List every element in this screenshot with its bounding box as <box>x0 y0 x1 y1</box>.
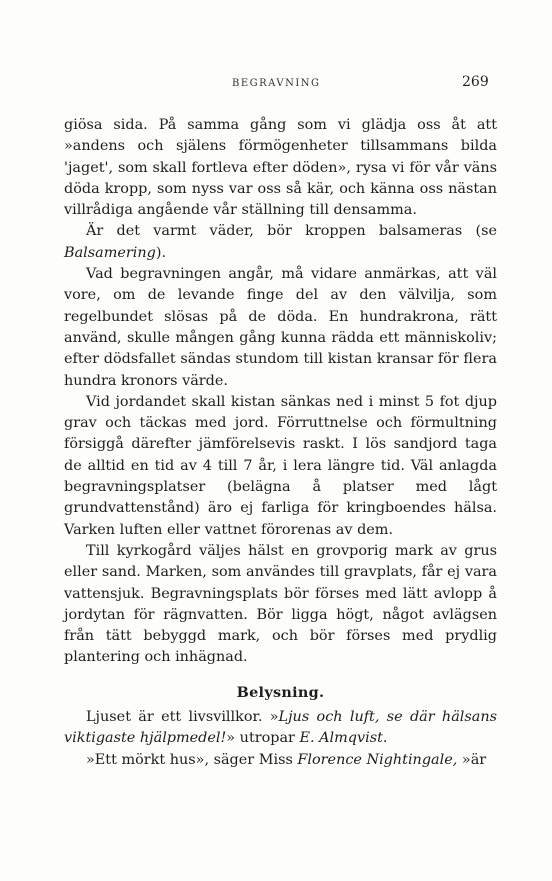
paragraph-ljuset <box>64 707 497 750</box>
page-number: 269 <box>462 74 489 90</box>
quotation: Ljus och luft, se där hälsans viktigaste hjälpmedel! <box>64 709 498 747</box>
paragraph-nightingale <box>64 750 497 771</box>
cross-reference: Balsamering <box>64 244 156 261</box>
paragraph-text: Är det varmt väder, bör kroppen balsameras (se <box>86 223 497 240</box>
paragraph-balsamering <box>64 221 497 264</box>
paragraph-continuation <box>64 115 497 221</box>
paragraph-jordandet <box>64 392 497 541</box>
paragraph-text: Vid jordandet skall kistan sänkas ned i minst 5 fot djup grav och täckas med jord. Förruttnelse och förmultning försiggå därefter jämförelsevis raskt. I lös sandjord taga de alltid en tid av 4 till 7 år, i lera längre tid. Väl anlagda begravningsplatser (belägna å platser med lågt grundvattenstånd) äro ej farliga för kringboendes hälsa. Varken luften eller vattnet förorenas av dem. <box>64 393 497 538</box>
author-name: Florence Nightingale, <box>297 751 458 768</box>
paragraph-text: »är <box>457 751 487 768</box>
paragraph-text: giösa sida. På samma gång som vi glädja oss åt att »andens och själens förmögenheter tillsammans bilda 'jaget', som skall fortleva efter döden», rysa vi för vår väns döda kropp, som nyss var oss så kär, och känna oss nästan villrådiga angående vår ställning till densamma. <box>64 117 497 219</box>
running-title: BEGRAVNING <box>232 78 321 89</box>
paragraph-text: Vad begravningen angår, må vidare anmärkas, att väl vore, om de levande finge del av den välvilja, som regelbundet slösas på de döda. En hundrakrona, rätt använd, skulle mången gång kunna rädda ett människoliv; efter dödsfallet sändas stundom till kistan kransar för flera hundra kronors värde. <box>64 266 497 389</box>
paragraph-text: Ljuset är ett livsvillkor. » <box>86 709 279 726</box>
paragraph-text: »Ett mörkt hus», säger Miss <box>86 751 298 768</box>
paragraph-kyrkogard <box>64 541 497 669</box>
paragraph-begravning <box>64 264 497 392</box>
paragraph-text: Till kyrkogård väljes hälst en grovporig mark av grus eller sand. Marken, som användes till gravplats, får ej vara vattensjuk. Begravningsplats bör förses med lätt avlopp å jordytan för rägnvatten. Bör ligga högt, något avlägsen från tätt bebyggd mark, och bör förses med prydlig plantering och inhägnad. <box>64 542 497 666</box>
author-name: E. Almqvist. <box>299 730 388 747</box>
body-text <box>64 115 497 771</box>
running-head <box>0 74 552 94</box>
section-heading: Belysning. <box>236 683 325 701</box>
paragraph-text: » utropar <box>226 730 300 747</box>
paragraph-text: ). <box>155 244 167 261</box>
